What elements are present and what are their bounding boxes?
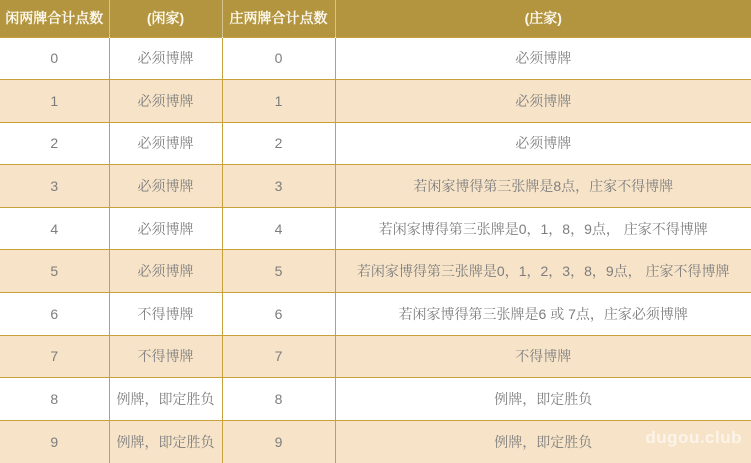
cell-player-total: 4: [0, 207, 109, 250]
header-banker-action: (庄家): [335, 0, 751, 37]
table-row: [0, 293, 751, 336]
cell-player-total: 7: [0, 335, 109, 378]
cell-banker-rule: 若闲家博得第三张牌是6 或 7点，庄家必须博牌: [335, 293, 751, 336]
cell-player-total: 3: [0, 165, 109, 208]
cell-banker-total: 2: [222, 122, 335, 165]
table-row: [0, 80, 751, 123]
cell-player-total: 1: [0, 80, 109, 123]
cell-banker-rule: 若闲家博得第三张牌是0，1，8，9点， 庄家不得博牌: [335, 207, 751, 250]
table-body: [0, 37, 751, 463]
cell-banker-rule: 若闲家博得第三张牌是0，1，2，3，8，9点， 庄家不得博牌: [335, 250, 751, 293]
cell-banker-total: 4: [222, 207, 335, 250]
cell-banker-rule: 例牌，即定胜负: [335, 378, 751, 421]
cell-player-total: 8: [0, 378, 109, 421]
cell-player-total: 2: [0, 122, 109, 165]
header-row: [0, 0, 751, 37]
cell-banker-total: 0: [222, 37, 335, 80]
cell-banker-rule: 若闲家博得第三张牌是8点，庄家不得博牌: [335, 165, 751, 208]
cell-banker-total: 5: [222, 250, 335, 293]
header-banker-total: 庄两牌合计点数: [222, 0, 335, 37]
table-row: [0, 335, 751, 378]
cell-player-rule: 不得博牌: [109, 293, 222, 336]
cell-banker-rule: 必须博牌: [335, 37, 751, 80]
cell-banker-total: 9: [222, 420, 335, 463]
cell-player-rule: 必须博牌: [109, 207, 222, 250]
cell-player-total: 6: [0, 293, 109, 336]
cell-banker-total: 8: [222, 378, 335, 421]
cell-banker-total: 7: [222, 335, 335, 378]
cell-player-total: 5: [0, 250, 109, 293]
header-player-total: 闲两牌合计点数: [0, 0, 109, 37]
cell-banker-total: 6: [222, 293, 335, 336]
cell-player-rule: 必须博牌: [109, 80, 222, 123]
header-player-action: (闲家): [109, 0, 222, 37]
cell-player-total: 0: [0, 37, 109, 80]
cell-player-rule: 必须博牌: [109, 122, 222, 165]
table-row: [0, 207, 751, 250]
cell-banker-total: 1: [222, 80, 335, 123]
cell-banker-rule: 必须博牌: [335, 122, 751, 165]
cell-banker-rule: 例牌，即定胜负: [335, 420, 751, 463]
cell-player-rule: 不得博牌: [109, 335, 222, 378]
table-row: [0, 37, 751, 80]
cell-player-rule: 例牌，即定胜负: [109, 378, 222, 421]
cell-player-rule: 必须博牌: [109, 165, 222, 208]
table-row: [0, 378, 751, 421]
cell-player-rule: 必须博牌: [109, 37, 222, 80]
cell-player-rule: 例牌，即定胜负: [109, 420, 222, 463]
watermark: dugou.club: [645, 428, 742, 447]
table-row: [0, 250, 751, 293]
cell-player-total: 9: [0, 420, 109, 463]
cell-banker-total: 3: [222, 165, 335, 208]
cell-banker-rule: 必须博牌: [335, 80, 751, 123]
table-row: [0, 420, 751, 463]
table-row: [0, 165, 751, 208]
cell-banker-rule: 不得博牌: [335, 335, 751, 378]
table-row: [0, 122, 751, 165]
cell-player-rule: 必须博牌: [109, 250, 222, 293]
